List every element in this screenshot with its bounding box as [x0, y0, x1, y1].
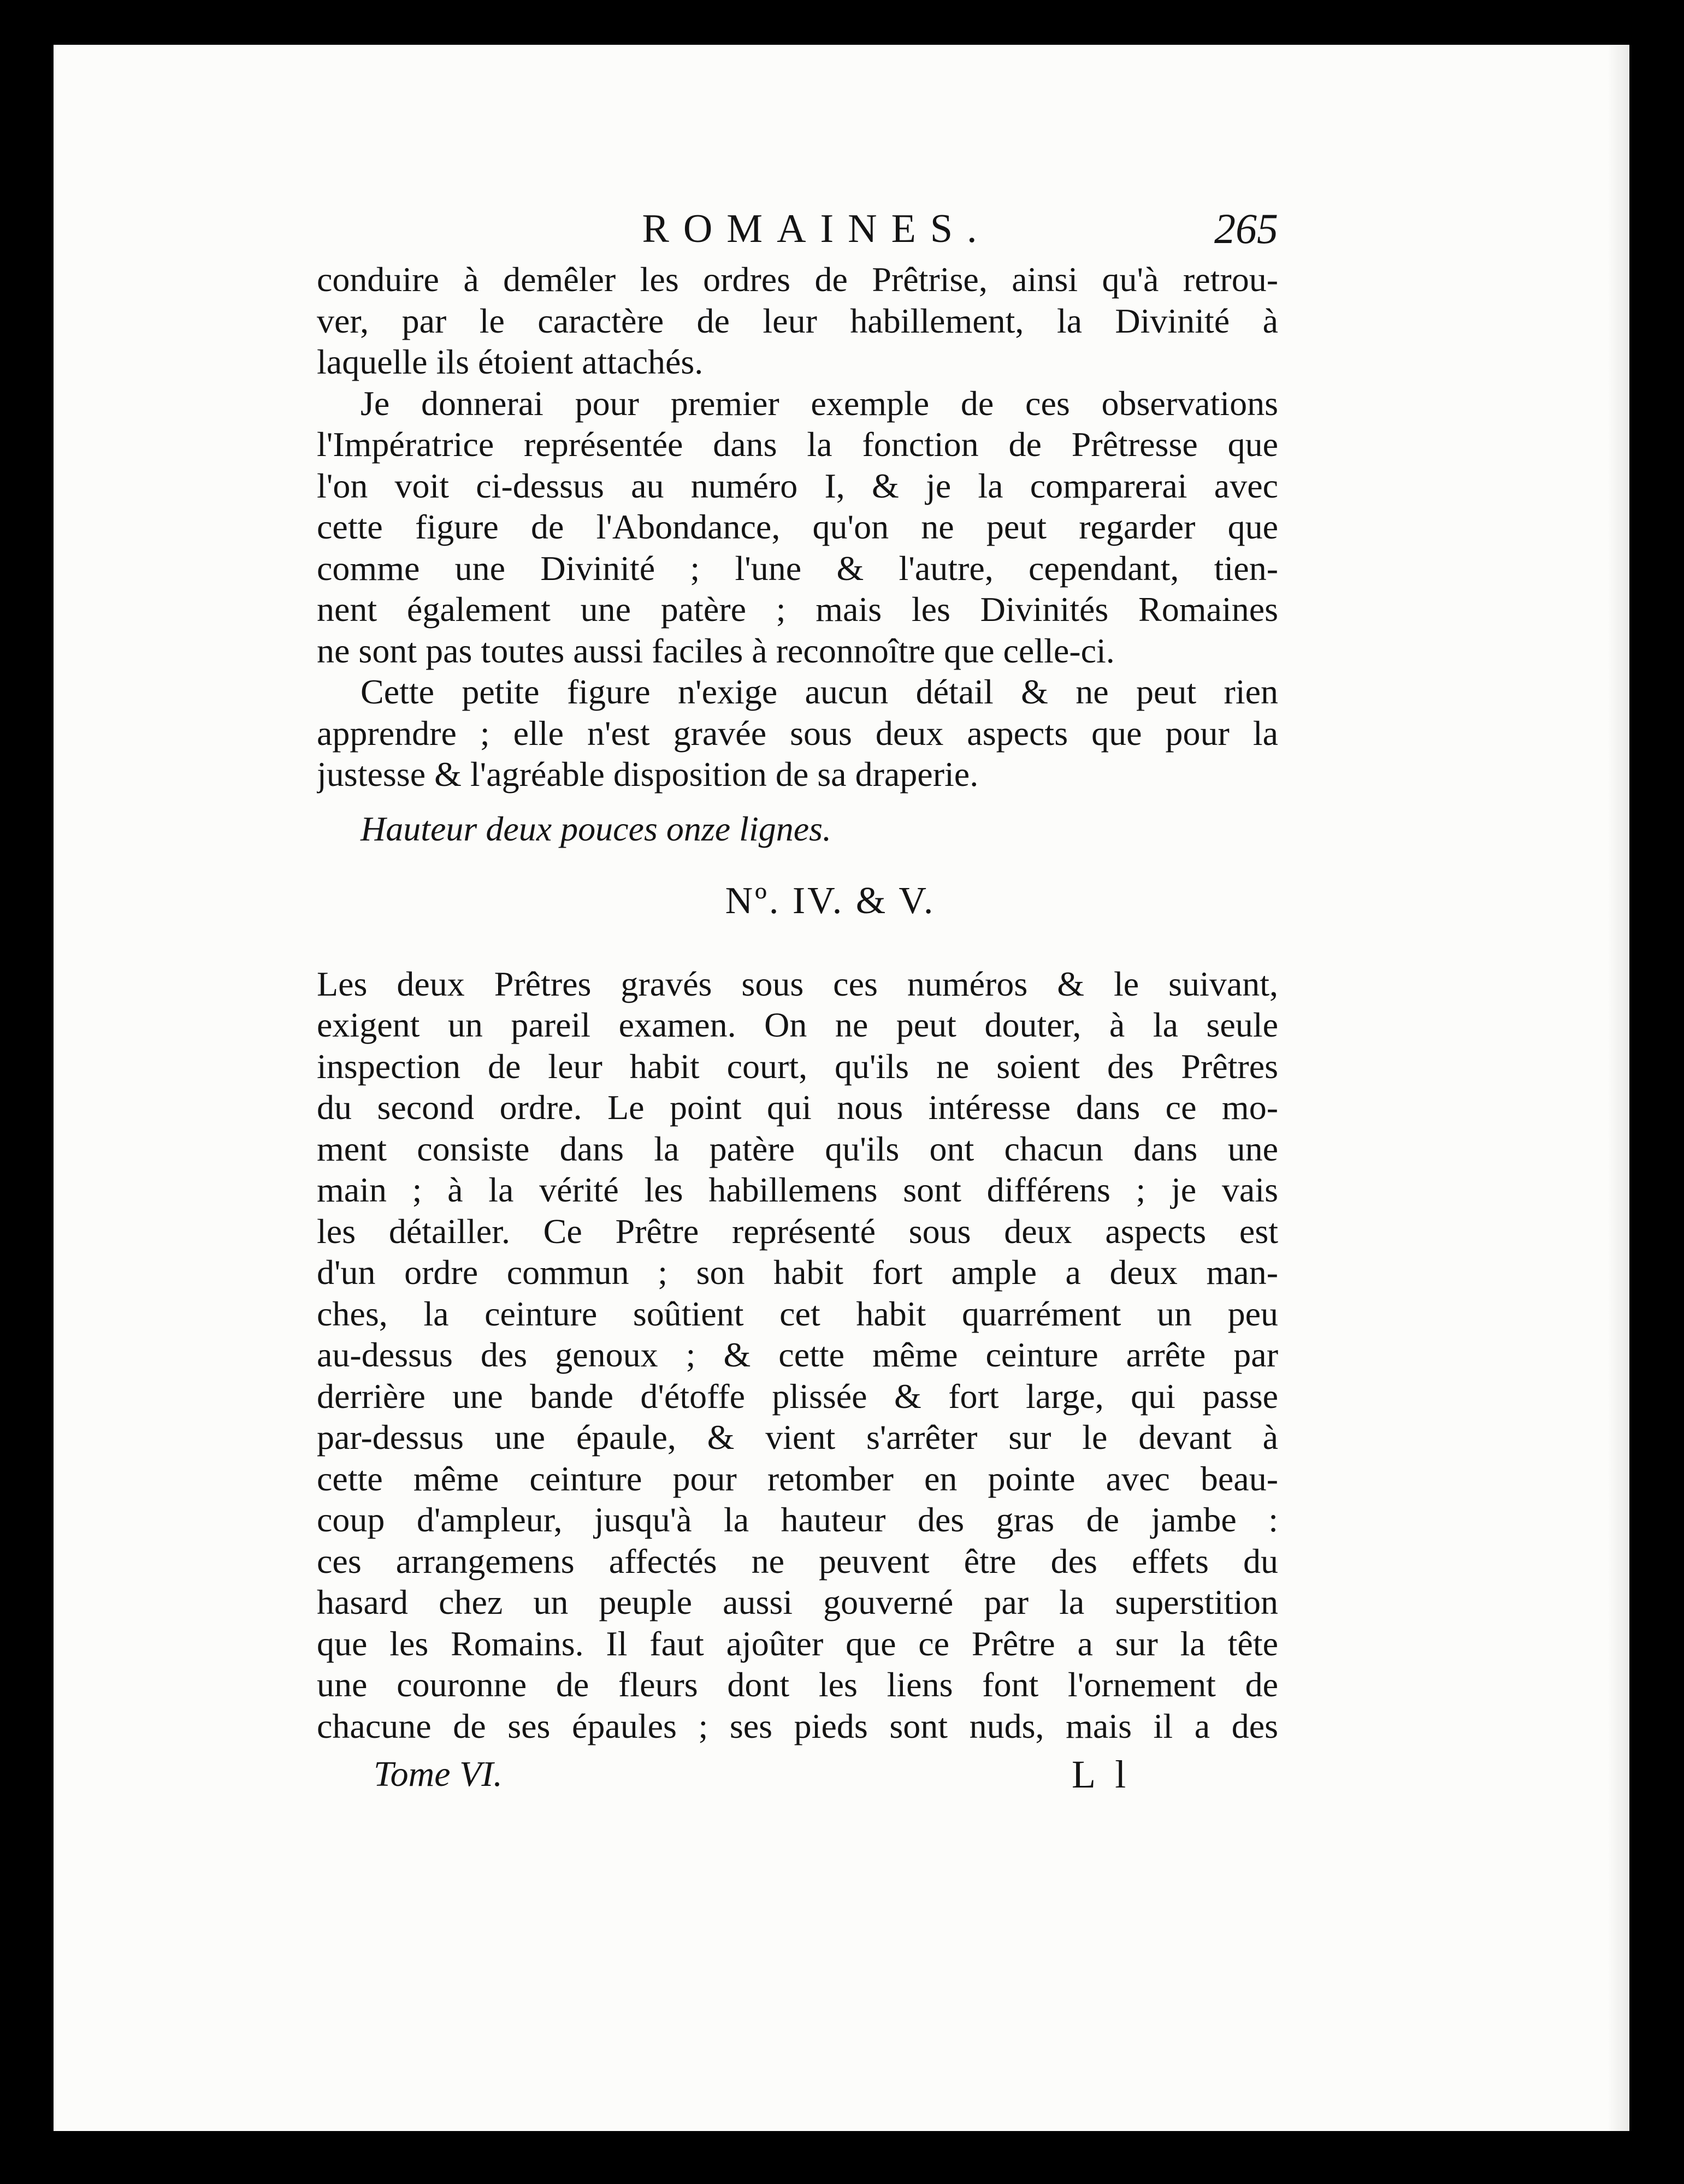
text-line: au-dessus des genoux ; & cette même ceinture arrête par: [317, 1335, 1278, 1374]
text-line: l'on voit ci-dessus au numéro I, & je la comparerai avec: [317, 466, 1278, 505]
text-line: conduire à demêler les ordres de Prêtrise, ainsi qu'à retrou-: [317, 260, 1278, 299]
text-line: comme une Divinité ; l'une & l'autre, cependant, tien-: [317, 548, 1278, 588]
volume-label: Tome VI.: [374, 1754, 503, 1794]
page-edge-shadow: [1608, 45, 1629, 2131]
text-line: que les Romains. Il faut ajoûter que ce Prêtre a sur la tête: [317, 1624, 1278, 1663]
text-line: ches, la ceinture soûtient cet habit quarrément un peu: [317, 1294, 1278, 1333]
paragraph-1: [317, 259, 1278, 383]
section-paragraph: [317, 963, 1278, 1747]
text-line: exigent un pareil examen. On ne peut douter, à la seule: [317, 1005, 1278, 1044]
text-line: ne sont pas toutes aussi faciles à reconnoître que celle-ci.: [317, 631, 1115, 670]
text-line: d'un ordre commun ; son habit fort ample a deux man-: [317, 1253, 1278, 1292]
text-line: une couronne de fleurs dont les liens font l'ornement de: [317, 1665, 1278, 1704]
running-head: [317, 199, 1278, 259]
text-line: cette même ceinture pour retomber en pointe avec beau-: [317, 1459, 1278, 1498]
text-line: les détailler. Ce Prêtre représenté sous deux aspects est: [317, 1211, 1278, 1251]
text-line: Je donnerai pour premier exemple de ces observations: [361, 383, 1278, 423]
text-line: cette figure de l'Abondance, qu'on ne peut regarder que: [317, 507, 1278, 546]
text-line: hasard chez un peuple aussi gouverné par la superstition: [317, 1583, 1278, 1621]
text-line: chacune de ses épaules ; ses pieds sont nuds, mais il a des: [317, 1706, 1278, 1745]
text-line: l'Impératrice représentée dans la fonction de Prêtresse que: [317, 425, 1278, 464]
page-footer: [317, 1750, 1278, 1799]
measurement-note: Hauteur deux pouces onze lignes.: [361, 809, 832, 848]
text-line: coup d'ampleur, jusqu'à la hauteur des gras de jambe :: [317, 1500, 1278, 1539]
page-number: 265: [1214, 205, 1278, 252]
text-line: ver, par le caractère de leur habillement, la Divinité à: [317, 301, 1278, 340]
text-line: ment consiste dans la patère qu'ils ont chacun dans une: [317, 1129, 1278, 1168]
paragraph-3: [317, 671, 1278, 795]
text-line: apprendre ; elle n'est gravée sous deux aspects que pour la: [317, 713, 1278, 753]
text-line: ces arrangemens affectés ne peuvent être des effets du: [317, 1541, 1278, 1581]
text-line: derrière une bande d'étoffe plissée & fort large, qui passe: [317, 1376, 1278, 1416]
text-line: laquelle ils étoient attachés.: [317, 342, 704, 381]
running-head-title: ROMAINES.: [642, 206, 991, 251]
text-line: nent également une patère ; mais les Divinités Romaines: [317, 590, 1278, 629]
text-block: [317, 199, 1278, 1799]
signature-mark: L l: [1072, 1753, 1132, 1796]
text-line: inspection de leur habit court, qu'ils ne soient des Prêtres: [317, 1046, 1278, 1086]
text-line: justesse & l'agréable disposition de sa draperie.: [317, 755, 979, 794]
text-line: main ; à la vérité les habillemens sont différens ; je vais: [317, 1170, 1278, 1209]
section-heading: Nº. IV. & V.: [725, 879, 936, 922]
book-page: [54, 45, 1629, 2131]
text-line: par-dessus une épaule, & vient s'arrêter sur le devant à: [317, 1418, 1278, 1457]
text-line: du second ordre. Le point qui nous intéresse dans ce mo-: [317, 1088, 1278, 1127]
text-line: Les deux Prêtres gravés sous ces numéros & le suivant,: [317, 964, 1278, 1003]
paragraph-2: [317, 383, 1278, 672]
text-line: Cette petite figure n'exige aucun détail & ne peut rien: [361, 672, 1278, 711]
